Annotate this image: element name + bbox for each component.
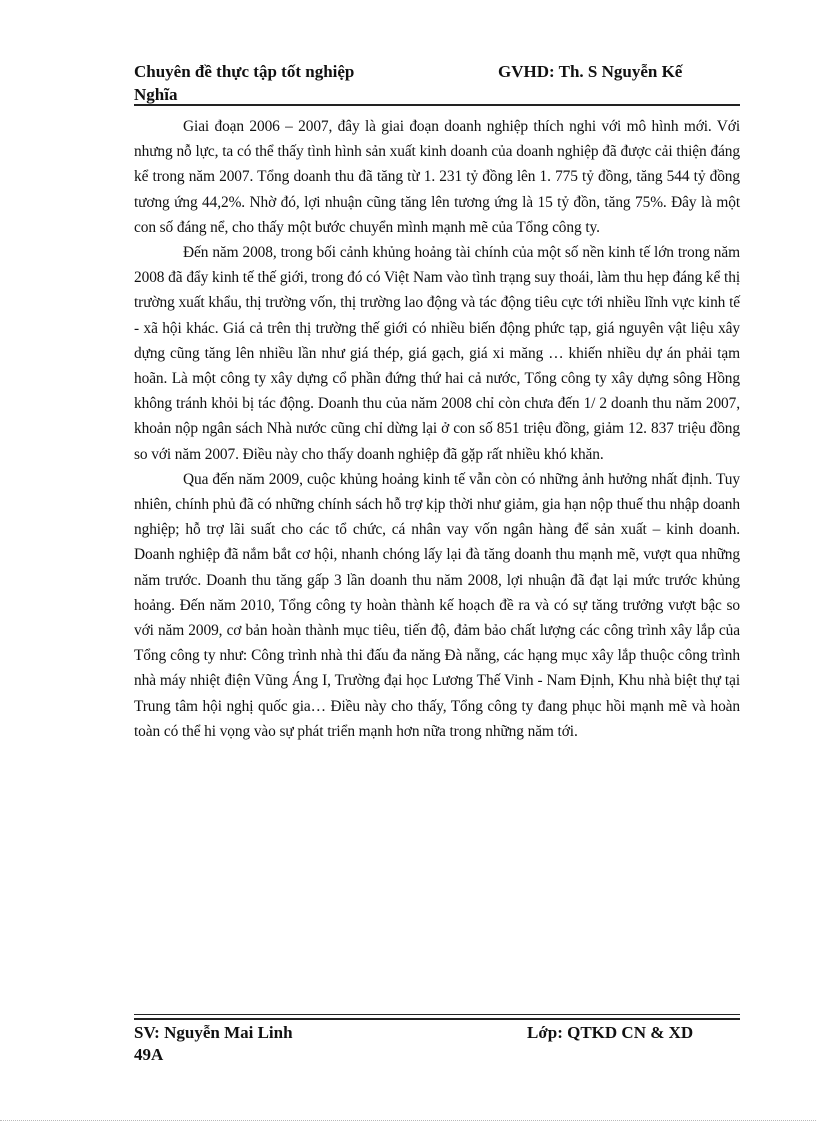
page-header (134, 60, 740, 106)
footer-student-name: SV: Nguyễn Mai Linh (134, 1023, 293, 1042)
paragraph-2006-2007: Giai đoạn 2006 – 2007, đây là giai đoạn doanh nghiệp thích nghi với mô hình mới. Với nhưng nỗ lực, ta có thể thấy tình hình sản xuất kinh doanh của doanh nghiệp đã được cải thiện đáng kể trong năm 2007. Tổng doanh thu đã tăng từ 1. 231 tỷ đồng lên 1. 775 tỷ đồng, tăng 544 tỷ đồng tương ứng 44,2%. Nhờ đó, lợi nhuận cũng tăng lên tương ứng là 15 tỷ đồn, tăng 75%. Đây là một con số đáng nể, cho thấy một bước chuyển mình mạnh mẽ của Tổng công ty. (134, 118, 740, 236)
footer-rule-thick (134, 1018, 740, 1020)
paragraph-2009-2010: Qua đến năm 2009, cuộc khủng hoảng kinh tế vẫn còn có những ảnh hưởng nhất định. Tuy nhiên, chính phủ đã có những chính sách hỗ trợ kịp thời như giảm, gia hạn nộp thuế thu nhập doanh nghiệp; hỗ trợ lãi suất cho các tổ chức, cá nhân vay vốn ngân hàng để sản xuất – kinh doanh. Doanh nghiệp đã nắm bắt cơ hội, nhanh chóng lấy lại đà tăng doanh thu mạnh mẽ, vượt qua những năm trước. Doanh thu tăng gấp 3 lần doanh thu năm 2008, lợi nhuận đã đạt lại mức trước khủng hoảng. Đến năm 2010, Tổng công ty hoàn thành kế hoạch đề ra và có sự tăng trưởng vượt bậc so với năm 2009, cơ bản hoàn thành mục tiêu, tiến độ, đảm bảo chất lượng các công trình xây lắp của Tổng công ty như: Công trình nhà thi đấu đa năng Đà nẵng, các hạng mục xây lắp thuộc công trình nhà máy nhiệt điện Vũng Áng I, Trường đại học Lương Thế Vinh - Nam Định, Khu nhà biệt thự tại Trung tâm hội nghị quốc gia… Điều này cho thấy, Tổng công ty đang phục hồi mạnh mẽ và hoàn toàn có thể hi vọng vào sự phát triển mạnh hơn nữa trong những năm tới. (134, 470, 740, 740)
header-thesis-title: Chuyên đề thực tập tốt nghiệp (134, 62, 355, 81)
footer-rule-thin (134, 1014, 740, 1015)
page-footer (134, 1022, 740, 1066)
footer-class: Lớp: QTKD CN & XD (527, 1023, 694, 1042)
header-continuation: Nghĩa (134, 85, 178, 104)
body-text (134, 114, 740, 744)
footer-row (134, 1022, 740, 1044)
header-supervisor: GVHD: Th. S Nguyễn Kế (498, 62, 683, 81)
header-rule (134, 104, 740, 106)
page-edge-divider (0, 1120, 816, 1121)
paragraph-2008: Đến năm 2008, trong bối cảnh khủng hoảng tài chính của một số nền kinh tế lớn trong năm 2008 đã đẩy kinh tế thế giới, trong đó có Việt Nam vào tình trạng suy thoái, làm thu hẹp đáng kể thị trường xuất khẩu, thị trường vốn, thị trường lao động và tác động tiêu cực tới nhiều lĩnh vực kinh tế - xã hội khác. Giá cả trên thị trường thế giới có nhiều biến động phức tạp, giá nguyên vật liệu xây dựng cũng tăng lên nhiều lần như giá thép, giá gạch, giá xi măng … khiến nhiều dự án phải tạm hoãn. Là một công ty xây dựng cổ phần đứng thứ hai cả nước, Tổng công ty xây dựng sông Hồng không tránh khỏi bị tác động. Doanh thu của năm 2008 chỉ còn chưa đến 1/ 2 doanh thu năm 2007, khoản nộp ngân sách Nhà nước cũng chỉ dừng lại ở con số 851 triệu đồng, giảm 12. 837 triệu đồng so với năm 2007. Điều này cho thấy doanh nghiệp đã gặp rất nhiều khó khăn. (134, 244, 740, 463)
header-row (134, 60, 740, 84)
footer-continuation: 49A (134, 1045, 164, 1064)
